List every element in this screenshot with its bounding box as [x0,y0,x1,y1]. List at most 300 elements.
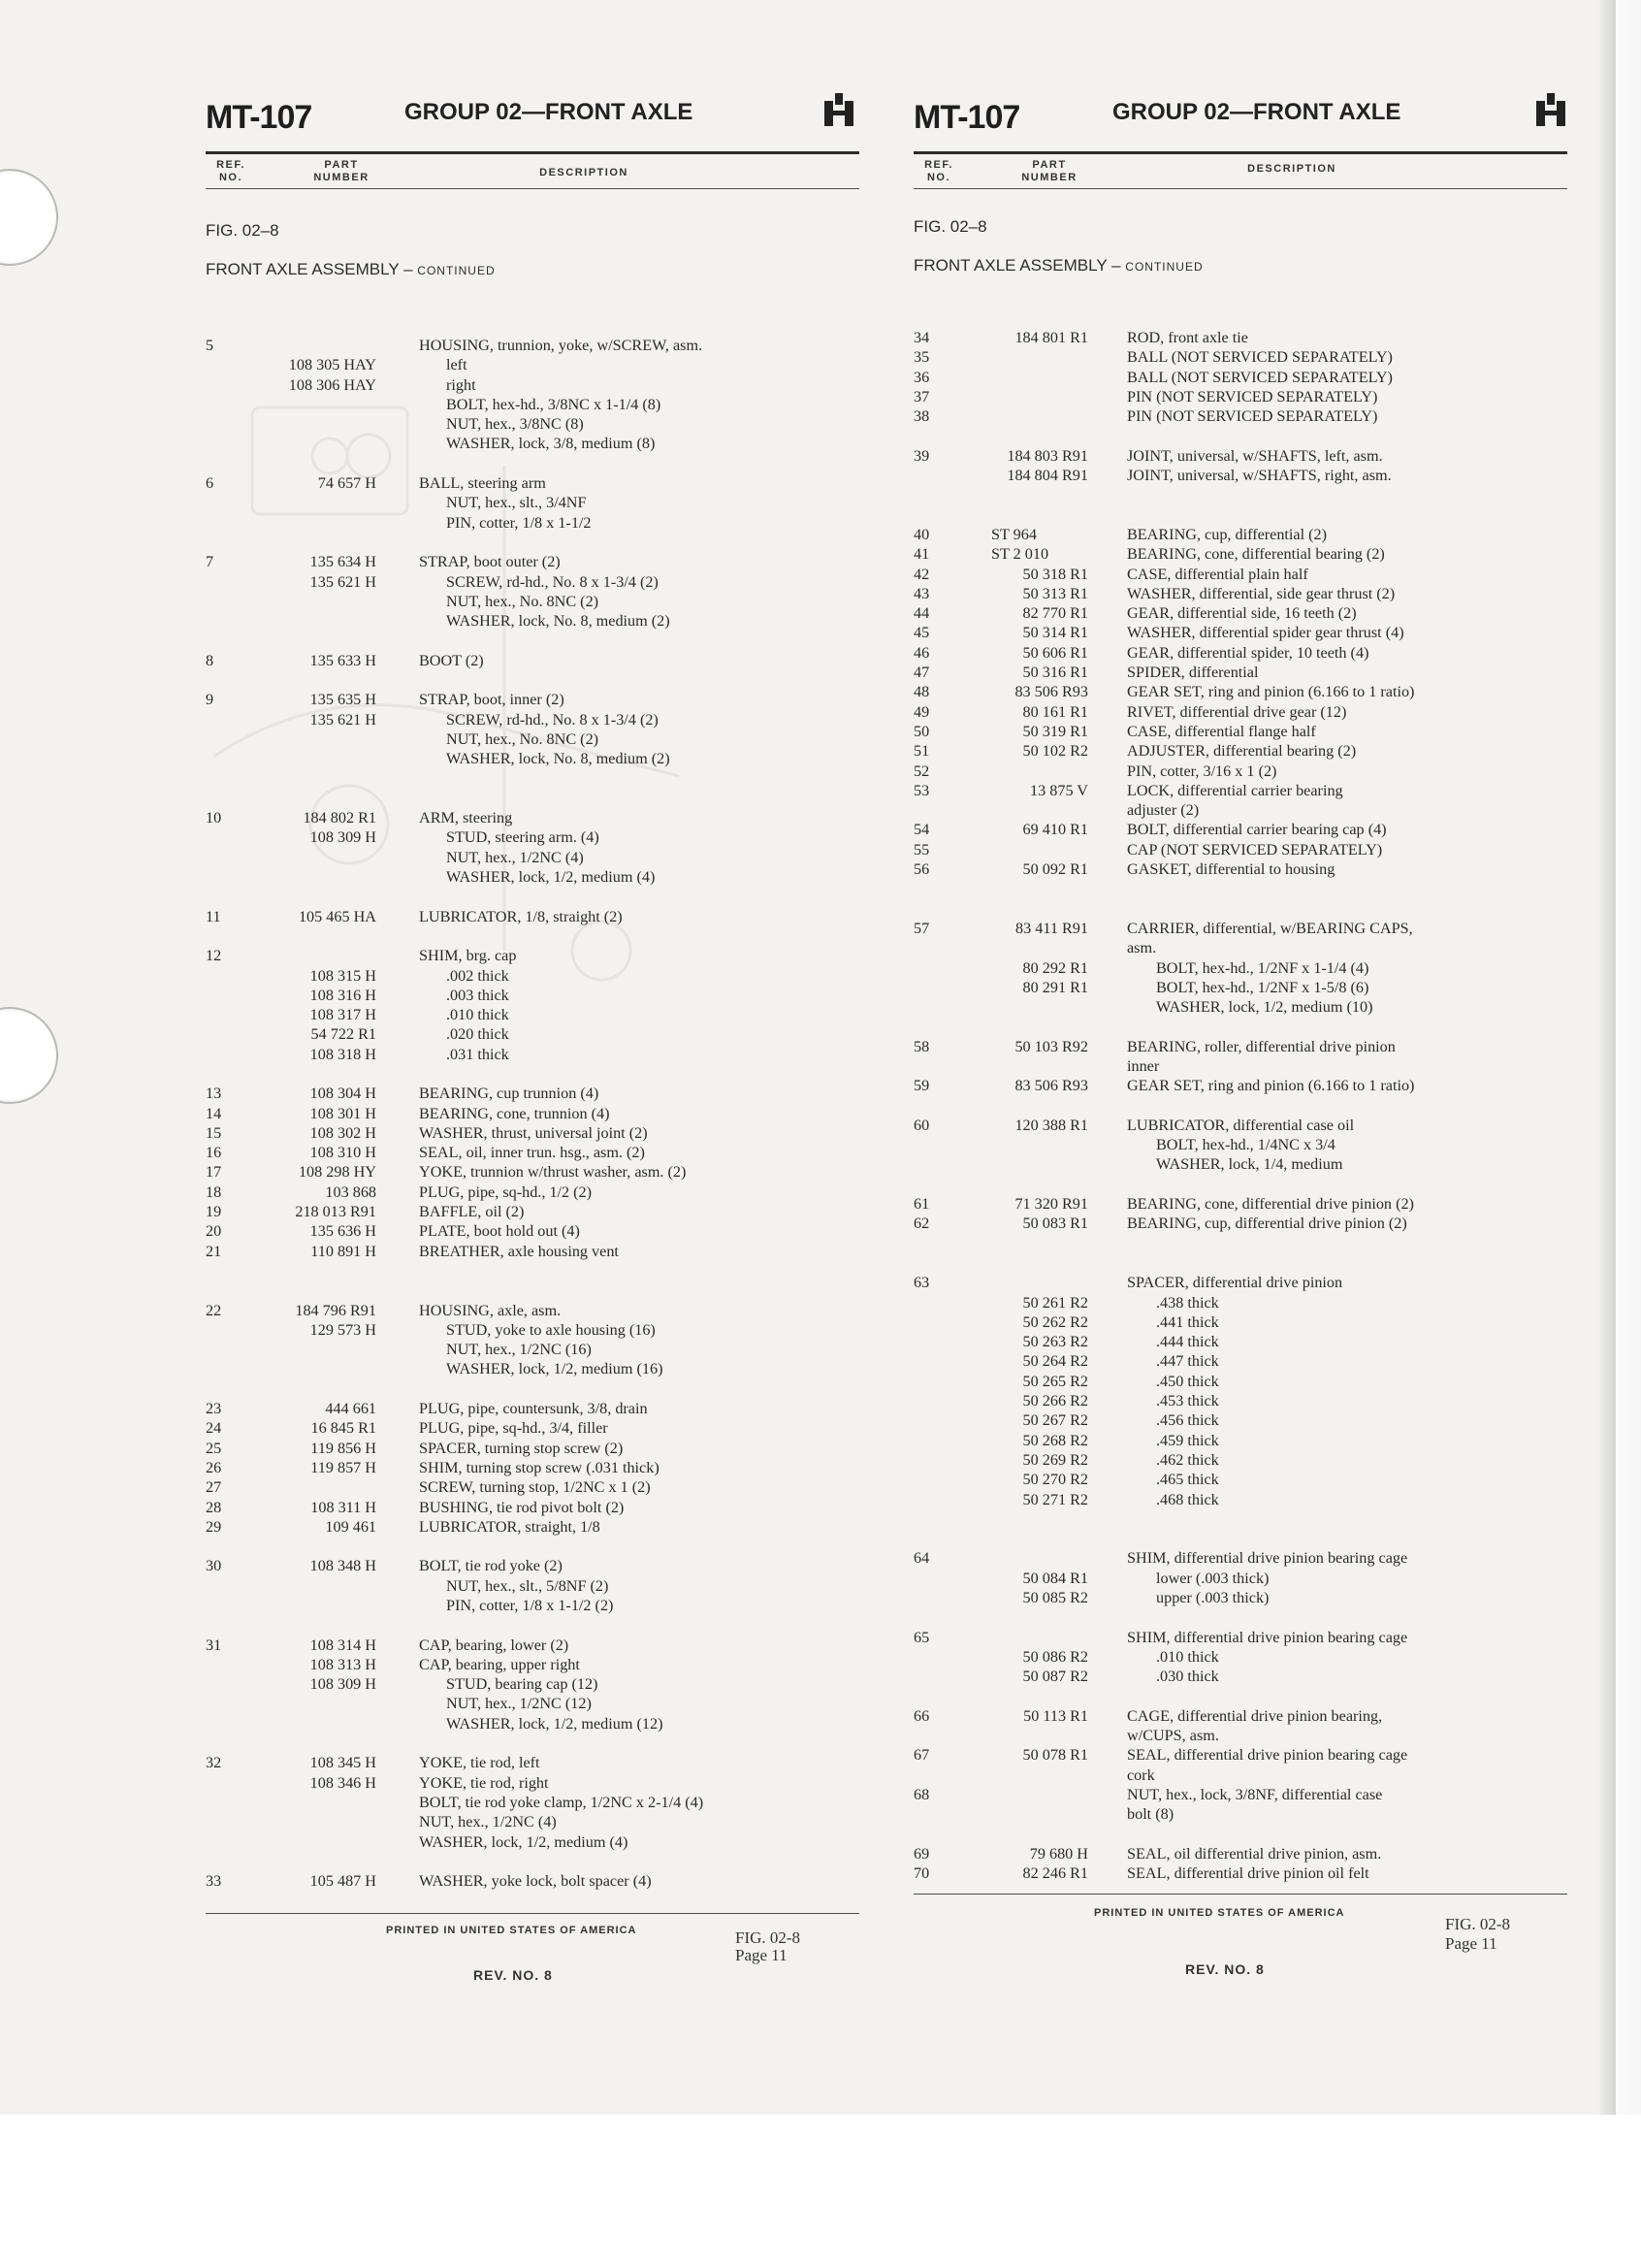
ref-number: 57 [914,919,930,937]
parts-row [206,1655,885,1674]
row-spacer [914,426,1593,445]
parts-row [206,1773,885,1793]
part-description: BALL (NOT SERVICED SEPARATELY) [1127,368,1393,386]
ref-number: 27 [206,1478,222,1497]
part-description: PIN, cotter, 1/8 x 1-1/2 [446,513,592,532]
column-header-rule [914,188,1567,189]
parts-row [914,1431,1593,1450]
ref-number: 34 [914,329,930,346]
part-number: 108 345 H [309,1754,376,1772]
part-number: 80 161 R1 [1022,702,1088,721]
col-ref-header: REF. NO. [216,159,245,183]
ref-number: 24 [206,1419,222,1438]
parts-row [914,1135,1593,1154]
parts-row [206,729,885,749]
ref-number: 61 [914,1195,930,1214]
parts-row [206,1399,885,1418]
row-spacer [206,533,885,552]
part-description: SEAL, oil differential drive pinion, asm. [1127,1844,1382,1863]
parts-row [914,1706,1593,1726]
ref-number: 35 [914,348,930,367]
part-description: BEARING, cone, differential drive pinion (2) [1127,1195,1414,1214]
ref-number: 26 [206,1458,222,1476]
part-description: YOKE, tie rod, right [419,1773,549,1792]
part-description: BOLT, hex-hd., 1/2NF x 1-1/4 (4) [1156,958,1369,977]
part-number: 135 621 H [309,710,376,729]
row-spacer [206,1852,885,1871]
parts-row [206,375,885,395]
parts-row [206,1359,885,1378]
parts-row [206,1320,885,1340]
parts-row [914,1332,1593,1351]
ref-number: 15 [206,1123,222,1142]
part-description: .030 thick [1156,1668,1219,1686]
ref-number: 32 [206,1754,222,1772]
group-title: GROUP 02—FRONT AXLE [404,99,693,125]
part-description: PLUG, pipe, sq-hd., 3/4, filler [419,1419,608,1438]
part-description: PLUG, pipe, countersunk, 3/8, drain [419,1400,648,1418]
part-number: 105 487 H [309,1872,376,1891]
part-description: .456 thick [1156,1411,1219,1430]
parts-row [206,1812,885,1831]
row-spacer [206,769,885,789]
page-header [206,78,885,155]
part-description: SCREW, rd-hd., No. 8 x 1-3/4 (2) [446,710,659,729]
part-description: PIN (NOT SERVICED SEPARATELY) [1127,387,1378,405]
part-number: 50 269 R2 [1022,1450,1088,1469]
parts-row [206,1871,885,1891]
parts-row [914,1076,1593,1095]
part-number: 50 316 R1 [1022,664,1088,682]
part-description: HOUSING, axle, asm. [419,1301,562,1319]
ref-number: 10 [206,809,222,827]
footer-figure: FIG. 02-8 [735,1928,801,1947]
part-description: WASHER, lock, 1/2, medium (4) [419,1832,628,1851]
row-spacer [206,1280,885,1300]
part-number: 82 246 R1 [1022,1864,1088,1883]
row-spacer [914,1509,1593,1529]
parts-row [206,473,885,493]
part-description: BOLT, hex-hd., 3/8NC x 1-1/4 (8) [446,395,661,413]
ref-number: 7 [206,553,214,571]
part-number: 50 084 R1 [1022,1569,1088,1587]
figure-label: FIG. 02–8 [914,217,987,236]
col-part-header: PART NUMBER [1021,159,1078,183]
part-description: NUT, hex., 3/8NC (8) [446,415,584,434]
part-description: LOCK, differential carrier bearing [1127,781,1343,799]
scan-shadow [1591,0,1641,2268]
part-description: SEAL, oil, inner trun. hsg., asm. (2) [419,1144,645,1162]
parts-row [914,1766,1593,1785]
parts-row [914,1470,1593,1489]
row-spacer [206,1537,885,1556]
group-title: GROUP 02—FRONT AXLE [1112,99,1401,125]
part-description: WASHER, differential spider gear thrust (4) [1127,624,1404,642]
part-description: SCREW, rd-hd., No. 8 x 1-3/4 (2) [446,572,659,591]
part-number: 108 310 H [309,1144,376,1162]
part-description: SCREW, turning stop, 1/2NC x 1 (2) [419,1478,651,1497]
ref-number: 13 [206,1085,222,1103]
ref-number: 65 [914,1628,930,1646]
parts-row [206,1183,885,1202]
parts-row [914,1726,1593,1745]
part-description: WASHER, lock, 1/2, medium (12) [446,1714,663,1733]
part-description: ROD, front axle tie [1127,329,1248,346]
parts-row [914,1844,1593,1863]
part-description: WASHER, thrust, universal joint (2) [419,1123,648,1142]
part-description: NUT, hex., slt., 3/4NF [446,494,587,512]
parts-row [206,355,885,374]
parts-row [914,1293,1593,1312]
part-number: 54 722 R1 [310,1025,376,1044]
part-number: 50 318 R1 [1022,565,1088,583]
parts-row [914,643,1593,663]
part-description: YOKE, trunnion w/thrust washer, asm. (2) [419,1163,687,1182]
part-number: 108 305 HAY [288,356,376,374]
part-number: 108 309 H [309,828,376,847]
row-spacer [914,505,1593,525]
parts-row [914,1548,1593,1568]
printed-in-usa: PRINTED IN UNITED STATES OF AMERICA [386,1925,637,1936]
part-description: SHIM, turning stop screw (.031 thick) [419,1458,660,1476]
part-description: LUBRICATOR, 1/8, straight (2) [419,907,623,925]
parts-row [914,1569,1593,1588]
part-description: BOLT, hex-hd., 1/4NC x 3/4 [1156,1136,1335,1154]
part-description: NUT, hex., 1/2NC (4) [419,1813,557,1831]
part-number: 82 770 R1 [1022,604,1088,623]
ref-number: 33 [206,1872,222,1891]
parts-row [914,1804,1593,1824]
part-description: BALL, steering arm [419,474,546,493]
part-number: 108 302 H [309,1123,376,1142]
ref-number: 14 [206,1104,222,1122]
part-description: BEARING, cone, differential bearing (2) [1127,545,1385,564]
part-description: PLUG, pipe, sq-hd., 1/2 (2) [419,1183,593,1201]
part-description: .468 thick [1156,1490,1219,1508]
part-description: BREATHER, axle housing vent [419,1242,619,1260]
parts-row [914,466,1593,485]
row-spacer [206,631,885,650]
ref-number: 23 [206,1400,222,1418]
parts-row [206,808,885,827]
parts-row [206,749,885,768]
part-number: 50 103 R92 [1014,1037,1088,1055]
ref-number: 31 [206,1636,222,1654]
parts-row [206,611,885,631]
part-number: 83 506 R93 [1014,1077,1088,1095]
part-number: 50 319 R1 [1022,722,1088,740]
part-description: BEARING, roller, differential drive pinion [1127,1037,1396,1055]
part-number: 108 346 H [309,1773,376,1792]
parts-row [206,395,885,414]
part-description: BEARING, cone, trunnion (4) [419,1104,610,1122]
part-number: 50 270 R2 [1022,1471,1088,1489]
part-description: GEAR SET, ring and pinion (6.166 to 1 ratio) [1127,683,1415,701]
part-description: .010 thick [446,1006,509,1024]
part-number: 119 856 H [310,1439,376,1457]
footer-page: Page 11 [1445,1934,1497,1953]
parts-row [914,1863,1593,1883]
part-description: WASHER, lock, No. 8, medium (2) [446,750,670,768]
part-number: 50 102 R2 [1022,742,1088,761]
part-description: BOLT, hex-hd., 1/2NF x 1-5/8 (6) [1156,978,1369,996]
footer-figure: FIG. 02-8 [1445,1915,1511,1933]
part-description: .003 thick [446,986,509,1004]
part-description: GEAR, differential side, 16 teeth (2) [1127,604,1357,623]
parts-row [914,1588,1593,1607]
parts-row [914,978,1593,997]
part-description: STRAP, boot outer (2) [419,553,561,571]
part-number: 50 083 R1 [1022,1215,1088,1233]
part-description: .031 thick [446,1045,509,1063]
part-description: WASHER, yoke lock, bolt spacer (4) [419,1872,652,1891]
ref-number: 51 [914,742,930,761]
part-description: adjuster (2) [1127,801,1200,820]
part-description: CAP (NOT SERVICED SEPARATELY) [1127,840,1383,859]
part-description: SPACER, differential drive pinion [1127,1274,1343,1292]
part-number: 218 013 R91 [295,1203,376,1221]
parts-row [914,1628,1593,1647]
parts-row [206,1636,885,1655]
part-number: 108 298 HY [298,1163,376,1182]
parts-list [914,328,1593,1883]
part-description: GEAR, differential spider, 10 teeth (4) [1127,643,1369,662]
part-description: SPACER, turning stop screw (2) [419,1439,624,1457]
part-number: 135 635 H [309,691,376,709]
parts-row [206,1301,885,1320]
column-header-rule [206,188,859,189]
part-description: WASHER, lock, No. 8, medium (2) [446,612,670,631]
parts-row [206,1753,885,1772]
parts-row [914,1785,1593,1804]
ref-number: 18 [206,1183,222,1201]
part-number: 83 411 R91 [1015,919,1088,937]
parts-row [206,710,885,729]
part-description: left [446,356,467,374]
part-description: BOLT, differential carrier bearing cap (4) [1127,821,1387,839]
parts-row [914,997,1593,1017]
parts-row [206,1498,885,1517]
part-description: BALL (NOT SERVICED SEPARATELY) [1127,348,1393,367]
part-number: 16 845 R1 [310,1419,376,1438]
part-description: WASHER, lock, 1/4, medium [1156,1155,1343,1174]
part-number: 108 304 H [309,1085,376,1103]
parts-row [206,1694,885,1713]
parts-row [206,1340,885,1359]
col-ref-header: REF. NO. [924,159,953,183]
part-description: .450 thick [1156,1372,1219,1390]
parts-list [206,336,885,1891]
part-number: ST 2 010 [991,545,1049,564]
part-number: 184 803 R91 [1007,446,1088,465]
row-spacer [206,1379,885,1399]
part-description: WASHER, lock, 1/2, medium (4) [446,868,656,887]
ref-number: 53 [914,781,930,799]
row-spacer [206,1261,885,1280]
part-number: 184 802 R1 [303,809,376,827]
ref-number: 49 [914,702,930,721]
parts-row [914,328,1593,347]
header-rule [206,151,859,154]
parts-row [914,1312,1593,1332]
part-description: WASHER, lock, 1/2, medium (16) [446,1360,663,1378]
part-description: CASE, differential plain half [1127,565,1308,583]
part-description: .453 thick [1156,1392,1219,1410]
part-number: 80 291 R1 [1022,978,1088,996]
part-number: 50 265 R2 [1022,1372,1088,1390]
parts-row [206,434,885,453]
parts-row [206,1045,885,1064]
part-description: .441 thick [1156,1312,1219,1331]
col-desc-header: DESCRIPTION [1247,163,1336,175]
section-title [206,260,496,279]
part-number: 50 086 R2 [1022,1647,1088,1666]
ref-number: 9 [206,691,214,709]
part-description: .462 thick [1156,1450,1219,1469]
part-description: WASHER, lock, 1/2, medium (10) [1156,998,1373,1017]
ref-number: 69 [914,1844,930,1863]
catalog-code: MT-107 [914,99,1020,136]
ref-number: 56 [914,860,930,879]
parts-row [914,584,1593,603]
parts-row [206,1143,885,1162]
part-number: 135 636 H [309,1222,376,1241]
parts-row [914,859,1593,879]
parts-row [206,513,885,533]
part-description: CARRIER, differential, w/BEARING CAPS, [1127,919,1413,937]
part-description: BEARING, cup trunnion (4) [419,1085,599,1103]
parts-row [914,938,1593,957]
parts-row [206,1714,885,1733]
part-number: 50 313 R1 [1022,584,1088,602]
part-description: NUT, hex., slt., 5/8NF (2) [446,1576,609,1595]
part-number: 184 801 R1 [1014,329,1088,346]
part-number: 50 266 R2 [1022,1392,1088,1410]
parts-row [206,1793,885,1812]
parts-row [914,663,1593,682]
right-catalog-page [914,78,1593,2018]
parts-row [914,1647,1593,1667]
ref-number: 25 [206,1439,222,1457]
catalog-code: MT-107 [206,99,312,136]
parts-row [206,1005,885,1024]
part-number: 184 796 R91 [295,1301,376,1319]
parts-row [914,1745,1593,1765]
part-description: PIN (NOT SERVICED SEPARATELY) [1127,407,1378,426]
parts-row [914,800,1593,820]
row-spacer [206,1733,885,1753]
ref-number: 6 [206,474,214,493]
part-number: 71 320 R91 [1014,1195,1088,1214]
ref-number: 45 [914,624,930,642]
left-catalog-page [206,78,885,2018]
parts-row [914,387,1593,406]
ref-number: 21 [206,1242,222,1260]
revision-number: REV. NO. 8 [1185,1961,1265,1977]
part-number: 80 292 R1 [1022,958,1088,977]
part-description: STUD, bearing cap (12) [446,1675,598,1694]
ref-number: 39 [914,446,930,465]
part-number: 50 113 R1 [1023,1706,1088,1725]
row-spacer [914,1017,1593,1036]
ref-number: 41 [914,545,930,564]
parts-row [206,592,885,611]
parts-row [914,722,1593,741]
figure-label: FIG. 02–8 [206,221,279,240]
parts-row [206,907,885,926]
ref-number: 38 [914,407,930,426]
parts-row [914,1391,1593,1410]
part-description: BUSHING, tie rod pivot bolt (2) [419,1498,625,1516]
ref-number: 68 [914,1785,930,1803]
part-description: ARM, steering [419,809,513,827]
part-description: SPIDER, differential [1127,664,1259,682]
part-description: CAGE, differential drive pinion bearing, [1127,1706,1383,1725]
part-description: WASHER, lock, 3/8, medium (8) [446,435,656,453]
parts-row [914,525,1593,544]
ref-number: 37 [914,387,930,405]
part-description: LUBRICATOR, differential case oil [1127,1116,1355,1134]
parts-row [206,966,885,986]
part-description: LUBRICATOR, straight, 1/8 [419,1517,600,1536]
part-number: 50 262 R2 [1022,1312,1088,1331]
parts-row [914,702,1593,722]
part-number: 50 085 R2 [1022,1589,1088,1606]
row-spacer [206,454,885,473]
part-description: BAFFLE, oil (2) [419,1203,525,1221]
ref-number: 44 [914,604,930,623]
part-description: STRAP, boot, inner (2) [419,691,564,709]
ref-number: 42 [914,565,930,583]
parts-row [914,1154,1593,1174]
continued-label: CONTINUED [1125,260,1204,274]
part-description: ADJUSTER, differential bearing (2) [1127,742,1357,761]
part-number: 50 264 R2 [1022,1352,1088,1371]
row-spacer [206,1064,885,1084]
ih-logo-icon [1534,91,1567,128]
ref-number: 54 [914,821,930,839]
parts-row [206,848,885,867]
ref-number: 58 [914,1037,930,1055]
footer-rule [914,1894,1567,1895]
part-description: GEAR SET, ring and pinion (6.166 to 1 ratio) [1127,1077,1415,1095]
part-description: BOOT (2) [419,651,484,669]
parts-row [914,446,1593,466]
ref-number: 17 [206,1163,222,1182]
parts-row [914,1351,1593,1371]
part-description: NUT, hex., No. 8NC (2) [446,729,599,748]
parts-row [914,958,1593,978]
parts-row [206,1596,885,1615]
parts-row [206,1477,885,1497]
ref-number: 8 [206,651,214,669]
ref-number: 16 [206,1144,222,1162]
parts-row [914,682,1593,701]
parts-row [914,741,1593,761]
ref-number: 46 [914,643,930,662]
ref-number: 43 [914,584,930,602]
parts-row [206,1123,885,1143]
part-description: HOUSING, trunnion, yoke, w/SCREW, asm. [419,337,703,354]
part-description: STUD, yoke to axle housing (16) [446,1320,656,1339]
part-number: ST 964 [991,525,1037,543]
part-number: 108 317 H [309,1006,376,1024]
ref-number: 5 [206,337,214,354]
parts-row [914,1037,1593,1056]
row-spacer [914,485,1593,504]
parts-row [914,919,1593,938]
ref-number: 40 [914,525,930,543]
